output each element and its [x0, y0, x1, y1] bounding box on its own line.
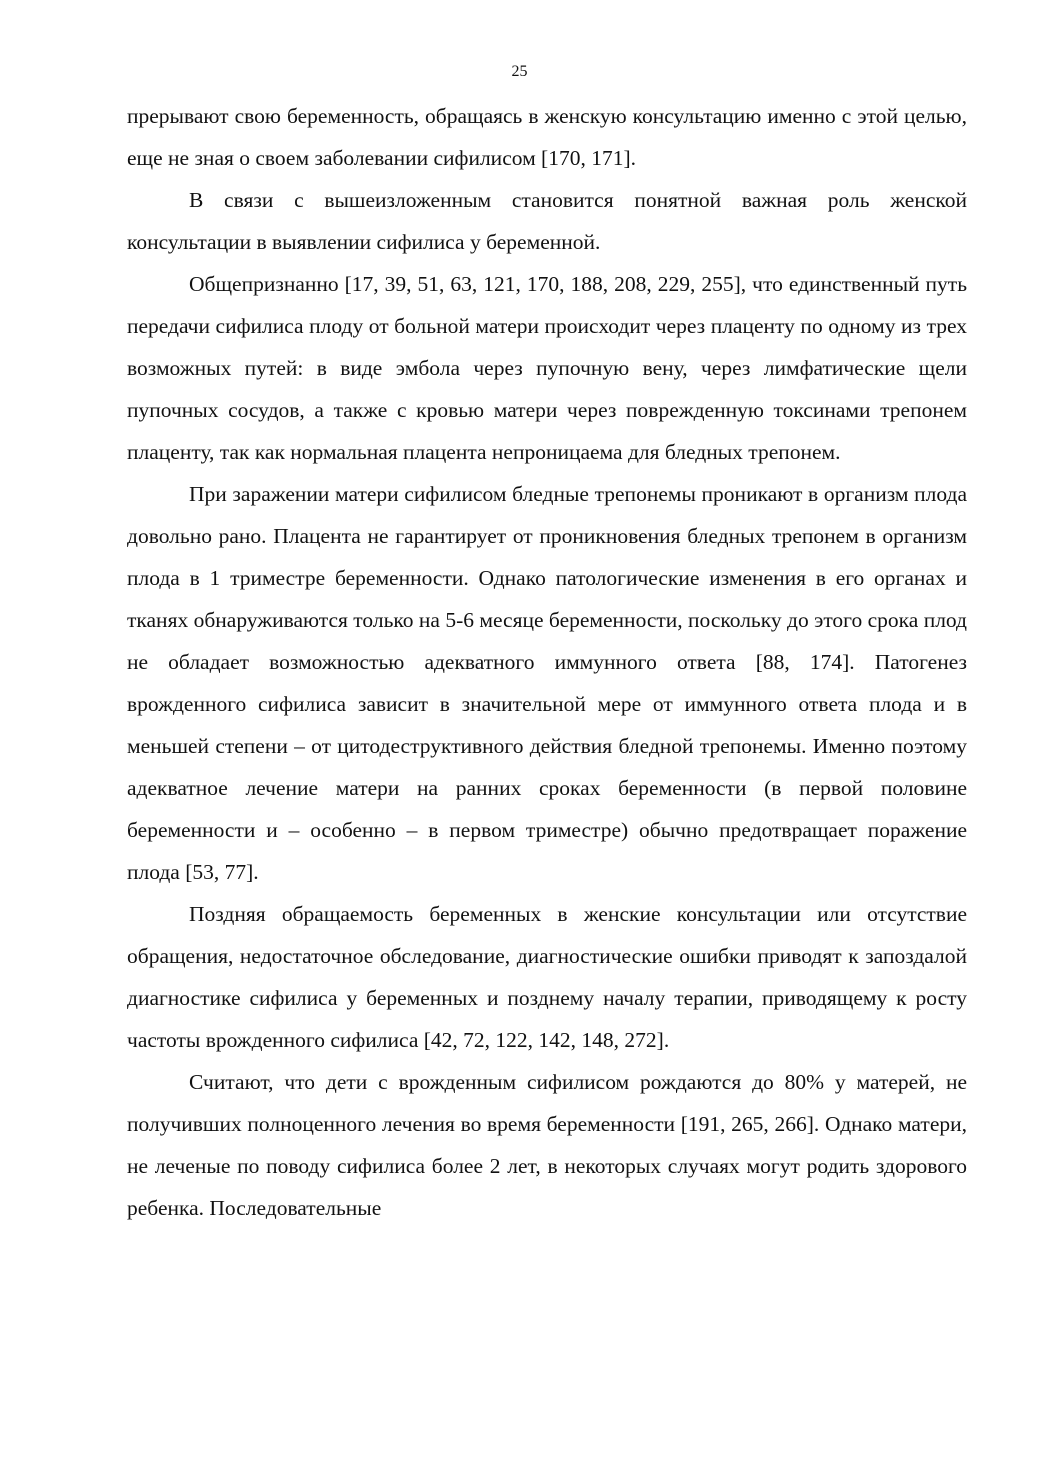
page-number: 25 [511, 63, 528, 80]
paragraph: Поздняя обращаемость беременных в женские консультации или отсутствие обращения, недостаточное обследование, диагностические ошибки приводят к запоздалой диагностике сифилиса у беременных и позднему началу терапии, приводящему к росту частоты врожденного сифилиса [42, 72, 122, 142, 148, 272]. [127, 902, 967, 1052]
paragraph: Общепризнанно [17, 39, 51, 63, 121, 170, 188, 208, 229, 255], что единственный путь передачи сифилиса плоду от больной матери происходит через плаценту по одному из трех возможных путей: в виде эмбола через пупочную вену, через лимфатические щели пупочных сосудов, а также с кровью матери через поврежденную токсинами трепонем плаценту, так как нормальная плацента непроницаема для бледных трепонем. [127, 272, 967, 464]
paragraph: При заражении матери сифилисом бледные трепонемы проникают в организм плода довольно рано. Плацента не гарантирует от проникновения бледных трепонем в организм плода в 1 триместре беременности. Однако патологические изменения в его органах и тканях обнаруживаются только на 5-6 месяце беременности, поскольку до этого срока плод не обладает возможностью адекватного иммунного ответа [88, 174]. Патогенез врожденного сифилиса зависит в значительной мере от иммунного ответа плода и в меньшей степени – от цитодеструктивного действия бледной трепонемы. Именно поэтому адекватное лечение матери на ранних сроках беременности (в первой половине беременности и – особенно – в первом триместре) обычно предотвращает поражение плода [53, 77]. [127, 482, 967, 884]
paragraph-continuation: прерывают свою беременность, обращаясь в женскую консультацию именно с этой целью, еще не зная о своем заболевании сифилисом [170, 171]. [127, 104, 967, 170]
paragraph: В связи с вышеизложенным становится понятной важная роль женской консультации в выявлении сифилиса у беременной. [127, 188, 967, 254]
body-text [127, 95, 967, 1229]
paragraph: Считают, что дети с врожденным сифилисом рождаются до 80% у матерей, не получивших полноценного лечения во время беременности [191, 265, 266]. Однако матери, не леченые по поводу сифилиса более 2 лет, в некоторых случаях могут родить здорового ребенка. Последовательные [127, 1070, 967, 1220]
